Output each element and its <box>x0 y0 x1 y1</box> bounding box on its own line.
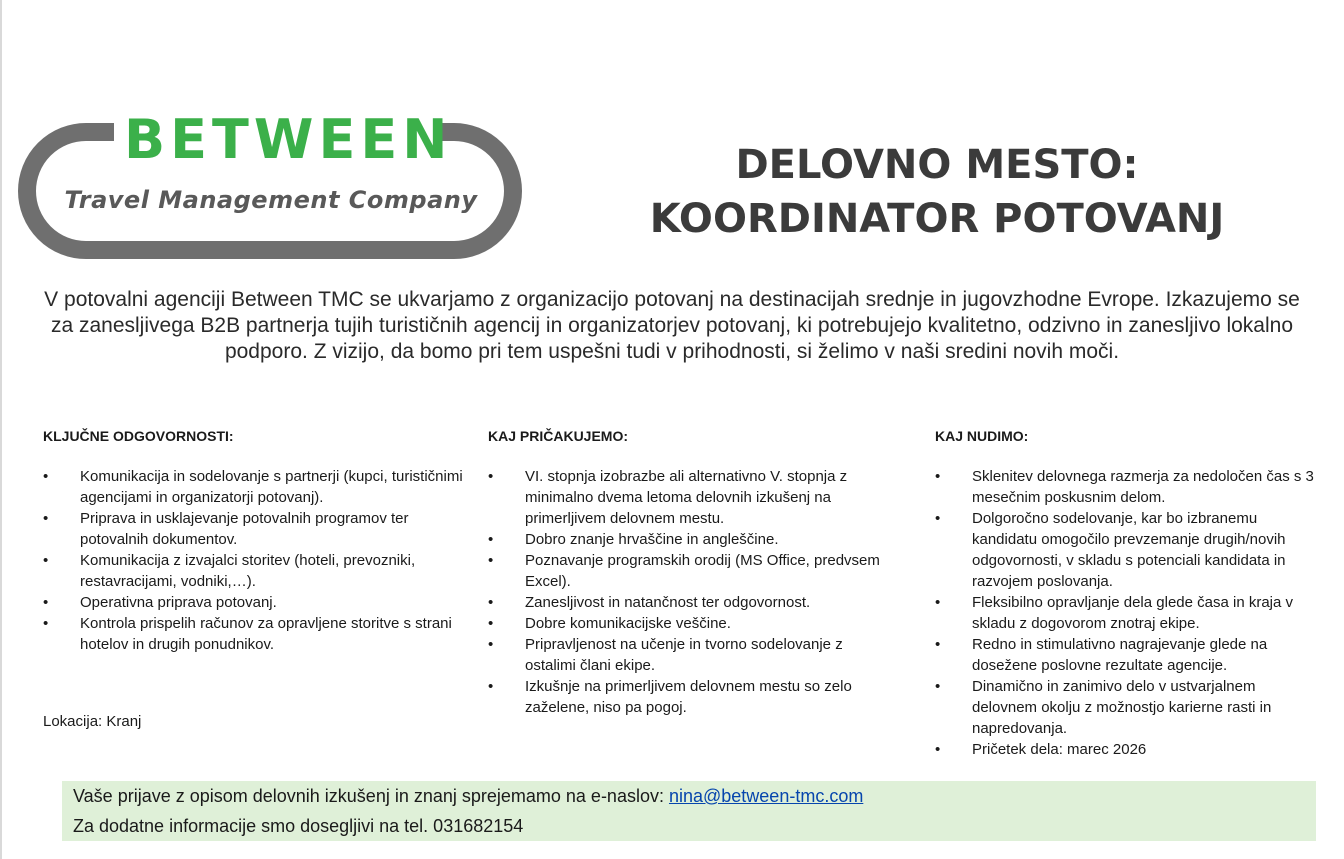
responsibilities-column <box>43 426 463 655</box>
list-item: • Sklenitev delovnega razmerja za nedoločen čas s 3 mesečnim poskusnim delom. <box>935 466 1320 508</box>
list-item: • Fleksibilno opravljanje dela glede časa in kraja v skladu z dogovorom znotraj ekipe. <box>935 592 1320 634</box>
column-heading: KLJUČNE ODGOVORNOSTI: <box>43 428 234 444</box>
logo-tagline: Travel Management Company <box>64 186 478 214</box>
application-text: Vaše prijave z opisom delovnih izkušenj in znanj sprejemamo na e-naslov: <box>73 786 669 806</box>
expectations-list <box>488 466 888 718</box>
page-edge <box>0 0 2 859</box>
list-item: • Pripravljenost na učenje in tvorno sodelovanje z ostalimi člani ekipe. <box>488 634 888 676</box>
email-link[interactable]: nina@between-tmc.com <box>668 786 864 806</box>
logo-wordmark: BETWEEN <box>124 108 453 171</box>
application-line <box>62 781 1316 811</box>
intro-paragraph: V potovalni agenciji Between TMC se ukvarjamo z organizacijo potovanj na destinacijah srednje in jugovzhodne Evrope. Izkazujemo se za zanesljivega B2B partnerja tujih turističnih agencij in organizatorjev potovanj, ki potrebujejo kvalitetno, odzivno in zanesljivo lokalno podporo. Z vizijo, da bomo pri tem uspešni tudi v prihodnosti, si želimo v naši sredini novih moči. <box>44 288 1300 363</box>
list-item: • Operativna priprava potovanj. <box>43 592 463 613</box>
list-item: • Komunikacija z izvajalci storitev (hoteli, prevozniki, restavracijami, vodniki,…). <box>43 550 463 592</box>
phone-line: Za dodatne informacije smo dosegljivi na tel. 031682154 <box>73 816 524 836</box>
list-item: • Dobre komunikacijske veščine. <box>488 613 888 634</box>
list-item: • Dolgoročno sodelovanje, kar bo izbranemu kandidatu omogočilo prevzemanje drugih/novih odgovornosti, v skladu s potenciali kandidata in razvojem poslovanja. <box>935 508 1320 592</box>
list-item: • Dinamično in zanimivo delo v ustvarjalnem delovnem okolju z možnostjo karierne rasti in napredovanja. <box>935 676 1320 739</box>
list-item: • Priprava in usklajevanje potovalnih programov ter potovalnih dokumentov. <box>43 508 463 550</box>
list-item: • VI. stopnja izobrazbe ali alternativno V. stopnja z minimalno dvema letoma delovnih izkušenj na primerljivem delovnem mestu. <box>488 466 888 529</box>
offer-list <box>935 466 1320 760</box>
job-location: Lokacija: Kranj <box>43 713 142 730</box>
page-title <box>600 138 1274 246</box>
expectations-column <box>488 426 888 718</box>
company-logo <box>16 110 524 262</box>
list-item: • Kontrola prispelih računov za opravljene storitve s strani hotelov in drugih ponudnikov. <box>43 613 463 655</box>
responsibilities-list <box>43 466 463 655</box>
list-item: • Redno in stimulativno nagrajevanje glede na dosežene poslovne rezultate agencije. <box>935 634 1320 676</box>
list-item: • Pričetek dela: marec 2026 <box>935 739 1320 760</box>
title-line-1: DELOVNO MESTO: <box>735 142 1139 188</box>
column-heading: KAJ PRIČAKUJEMO: <box>488 428 629 444</box>
offer-column <box>935 426 1320 760</box>
list-item: • Izkušnje na primerljivem delovnem mestu so zelo zaželene, niso pa pogoj. <box>488 676 888 718</box>
list-item: • Zanesljivost in natančnost ter odgovornost. <box>488 592 888 613</box>
contact-box <box>62 781 1316 841</box>
list-item: • Komunikacija in sodelovanje s partnerji (kupci, turističnimi agencijami in organizatorji potovanj). <box>43 466 463 508</box>
list-item: • Dobro znanje hrvaščine in angleščine. <box>488 529 888 550</box>
title-line-2: KOORDINATOR POTOVANJ <box>649 196 1225 242</box>
column-heading: KAJ NUDIMO: <box>935 428 1029 444</box>
list-item: • Poznavanje programskih orodij (MS Office, predvsem Excel). <box>488 550 888 592</box>
